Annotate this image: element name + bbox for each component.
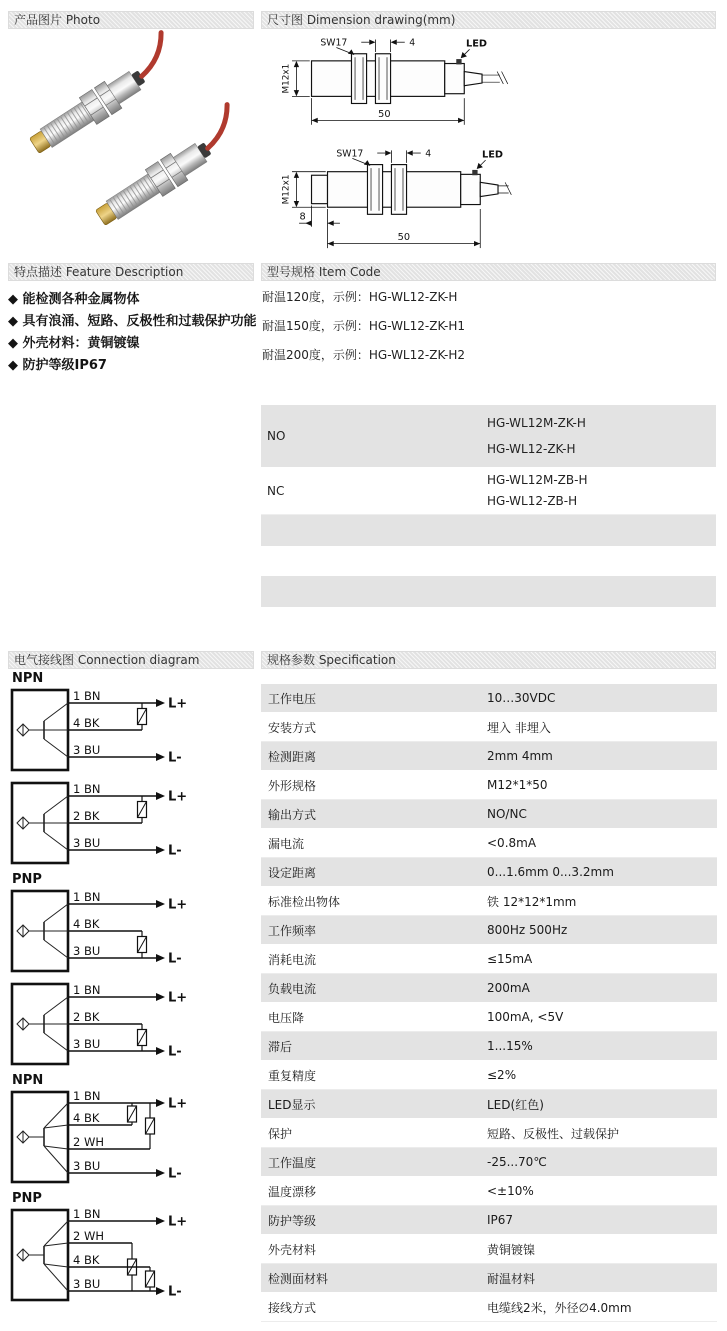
wire-label: 1 BN	[73, 1089, 101, 1103]
wire-label: 4 BK	[73, 1111, 100, 1125]
spec-value: 黄铜镀镍	[487, 1242, 536, 1257]
spec-label: 安装方式	[268, 720, 317, 735]
dim-thread-label: M12x1	[281, 174, 292, 205]
connection-diagram	[10, 873, 255, 974]
spec-label: 工作温度	[268, 1155, 317, 1170]
terminal-minus-label: L-	[168, 843, 182, 859]
feature-list	[8, 290, 258, 378]
connection-diagram	[10, 1074, 255, 1185]
terminal-minus-label: L-	[168, 951, 182, 967]
spec-row	[261, 800, 717, 829]
spec-value: LED(红色)	[487, 1097, 544, 1112]
product-photo-area	[8, 30, 254, 258]
terminal-minus-label: L-	[168, 750, 182, 766]
connection-diagram	[10, 1192, 255, 1303]
spec-row	[261, 1177, 717, 1206]
spec-row	[261, 829, 717, 858]
spec-value: IP67	[487, 1213, 514, 1227]
item-code: HG-WL12-ZK-H	[487, 441, 576, 456]
section-header-connection	[8, 651, 254, 669]
spec-label: 检测距离	[268, 749, 317, 764]
rear-cap-outline	[445, 64, 465, 94]
section-title: 电气接线图 Connection diagram	[14, 653, 200, 667]
spec-value: <0.8mA	[487, 836, 537, 850]
spec-value: M12*1*50	[487, 778, 548, 792]
spec-row	[261, 742, 717, 771]
spec-row	[261, 1119, 717, 1148]
spec-row	[261, 1003, 717, 1032]
itemcode-example: 耐温200度，示例：HG-WL12-ZK-H2	[262, 348, 466, 362]
dim-nut-width-label: 4	[425, 148, 432, 160]
wire-label: 1 BN	[73, 890, 101, 904]
wiring-diagram	[10, 687, 206, 773]
wiring-diagram	[10, 981, 206, 1067]
wire-label: 3 BU	[73, 1037, 101, 1051]
terminal-plus-label: L+	[168, 990, 188, 1006]
diagram-type-label: NPN	[12, 671, 44, 686]
terminal-plus-label: L+	[168, 1096, 188, 1112]
wire-label: 4 BK	[73, 716, 100, 730]
dim-thread-label: M12x1	[281, 63, 292, 94]
led-indicator	[456, 59, 461, 64]
spec-value: 埋入 非埋入	[487, 720, 551, 735]
dim-tip-label: 8	[299, 211, 306, 223]
wire-label: 2 BK	[73, 1010, 100, 1024]
spec-label: 负载电流	[268, 981, 317, 996]
section-title: 特点描述 Feature Description	[14, 265, 184, 279]
section-header-photo	[8, 11, 254, 29]
feature-item: ◆ 防护等级IP67	[8, 358, 107, 373]
spec-row	[261, 684, 717, 713]
product-photo	[8, 30, 254, 256]
section-title: 尺寸图 Dimension drawing(mm)	[267, 13, 456, 27]
spec-row	[261, 1061, 717, 1090]
diagram-type-label: PNP	[12, 872, 42, 887]
spec-label: 检测面材料	[268, 1271, 329, 1286]
wire-label: 3 BU	[73, 836, 101, 850]
itemcode-row	[261, 515, 716, 546]
hex-nut-outline	[351, 54, 366, 104]
feature-item: ◆ 具有浪涌、短路、反极性和过载保护功能	[8, 314, 257, 329]
item-code: HG-WL12M-ZB-H	[487, 473, 588, 488]
spec-row	[261, 1293, 717, 1322]
spec-value: 短路、反极性、过载保护	[487, 1126, 620, 1141]
spec-row	[261, 945, 717, 974]
led-indicator	[472, 170, 477, 175]
section-title: 型号规格 Item Code	[267, 265, 381, 279]
spec-row	[261, 713, 717, 742]
wire-label: 2 BK	[73, 809, 100, 823]
cable-boot-outline	[464, 72, 482, 86]
itemcode-row	[261, 576, 716, 607]
section-title: 产品图片 Photo	[14, 13, 101, 27]
dim-sw-label: SW17	[336, 148, 364, 160]
terminal-minus-label: L-	[168, 1166, 182, 1182]
wiring-diagram	[10, 888, 206, 974]
dim-led-label: LED	[482, 149, 503, 161]
spec-value: 800Hz 500Hz	[487, 923, 568, 937]
spec-value: 0...1.6mm 0...3.2mm	[487, 865, 614, 879]
connection-diagram	[10, 981, 255, 1067]
spec-value: NO/NC	[487, 807, 527, 821]
spec-label: 标准检出物体	[268, 894, 341, 909]
spec-label: 设定距离	[268, 865, 317, 880]
connection-diagram	[10, 672, 255, 773]
itemcode-codes	[487, 405, 586, 467]
itemcode-example: 耐温150度，示例：HG-WL12-ZK-H1	[262, 319, 466, 333]
spec-label: 消耗电流	[268, 952, 317, 967]
wire-label: 4 BK	[73, 1253, 100, 1267]
terminal-minus-label: L-	[168, 1284, 182, 1300]
terminal-plus-label: L+	[168, 696, 188, 712]
spec-label: 电压降	[268, 1010, 305, 1025]
feature-item: ◆ 能检测各种金属物体	[8, 292, 140, 307]
hex-nut-outline	[367, 165, 382, 215]
spec-label: 外壳材料	[268, 1242, 317, 1257]
spec-value: 铁 12*12*1mm	[487, 894, 577, 909]
connection-diagram	[10, 780, 255, 866]
spec-value: <±10%	[487, 1184, 534, 1198]
dim-led-label: LED	[466, 38, 488, 50]
spec-label: 重复精度	[268, 1068, 317, 1083]
spec-row	[261, 1264, 717, 1293]
dim-length-label: 50	[378, 108, 391, 120]
spec-label: 外形规格	[268, 778, 317, 793]
wire-label: 3 BU	[73, 1277, 101, 1291]
wire-label: 1 BN	[73, 1207, 101, 1221]
diagram-type-label: NPN	[12, 1073, 44, 1088]
spec-label: 工作电压	[268, 691, 317, 706]
item-code: HG-WL12M-ZK-H	[487, 416, 586, 431]
spec-label: LED显示	[268, 1097, 316, 1112]
spec-row	[261, 1032, 717, 1061]
section-title: 规格参数 Specification	[267, 653, 396, 667]
rear-cap-outline	[461, 174, 481, 204]
dim-sw-label: SW17	[320, 37, 348, 49]
spec-label: 漏电流	[268, 836, 305, 851]
itemcode-row	[261, 405, 716, 467]
spec-row	[261, 916, 717, 945]
dimension-drawings	[276, 34, 514, 257]
spec-value: 电缆线2米，外径∅4.0mm	[487, 1300, 632, 1315]
spec-row	[261, 1206, 717, 1235]
section-header-itemcode	[261, 263, 716, 281]
dimension-drawing-flush	[276, 34, 514, 141]
itemcode-row-label: NC	[267, 483, 285, 498]
wire-label: 3 BU	[73, 944, 101, 958]
wiring-diagram	[10, 1207, 206, 1303]
item-code: HG-WL12-ZB-H	[487, 493, 578, 508]
wire-label: 3 BU	[73, 743, 101, 757]
section-header-features	[8, 263, 254, 281]
wire-label: 1 BN	[73, 782, 101, 796]
dim-length-label: 50	[397, 232, 411, 244]
feature-item: ◆ 外壳材料：黄铜镀镍	[8, 336, 140, 351]
itemcode-codes	[487, 467, 587, 514]
wiring-diagram	[10, 780, 206, 866]
spec-value: ≤2%	[487, 1068, 517, 1082]
spec-row	[261, 858, 717, 887]
wire-label: 3 BU	[73, 1159, 101, 1173]
connection-diagrams	[10, 672, 255, 1303]
spec-row	[261, 974, 717, 1003]
spec-value: ≤15mA	[487, 952, 533, 966]
terminal-plus-label: L+	[168, 1214, 188, 1230]
wire-label: 1 BN	[73, 689, 101, 703]
spec-row	[261, 1090, 717, 1119]
spec-label: 温度漂移	[268, 1184, 317, 1199]
spec-label: 工作频率	[268, 923, 317, 938]
spec-label: 接线方式	[268, 1300, 317, 1315]
terminal-minus-label: L-	[168, 1044, 182, 1060]
dim-nut-width-label: 4	[409, 37, 416, 49]
spec-value: -25...70℃	[487, 1155, 547, 1169]
spec-row	[261, 771, 717, 800]
spec-row	[261, 1148, 717, 1177]
spec-row	[261, 887, 717, 916]
spec-label: 输出方式	[268, 807, 317, 822]
wire-label: 2 WH	[73, 1135, 104, 1149]
itemcode-row	[261, 467, 716, 515]
spec-label: 滞后	[268, 1039, 293, 1054]
diagram-type-label: PNP	[12, 1191, 42, 1206]
wire-label: 1 BN	[73, 983, 101, 997]
spec-value: 10…30VDC	[487, 691, 556, 705]
section-header-spec	[261, 651, 716, 669]
hex-nut-outline	[375, 54, 390, 104]
spec-label: 保护	[268, 1126, 293, 1141]
dimension-drawing-nonflush	[276, 145, 514, 257]
itemcode-examples	[262, 288, 716, 375]
tip-outline	[312, 175, 328, 203]
hex-nut-outline	[391, 165, 406, 215]
itemcode-table	[261, 405, 716, 607]
spec-table	[261, 684, 717, 1322]
section-header-dimension	[261, 11, 716, 29]
wire-label: 2 WH	[73, 1229, 104, 1243]
itemcode-example: 耐温120度，示例：HG-WL12-ZK-H	[262, 290, 458, 304]
terminal-plus-label: L+	[168, 897, 188, 913]
wire-label: 4 BK	[73, 917, 100, 931]
spec-label: 防护等级	[268, 1213, 317, 1228]
spec-value: 2mm 4mm	[487, 749, 553, 763]
terminal-plus-label: L+	[168, 789, 188, 805]
spec-value: 耐温材料	[487, 1271, 536, 1286]
itemcode-row-label: NO	[267, 429, 286, 443]
spec-value: 1...15%	[487, 1039, 533, 1053]
cable-boot-outline	[480, 182, 498, 196]
spec-value: 200mA	[487, 981, 530, 995]
spec-row	[261, 1235, 717, 1264]
wiring-diagram	[10, 1089, 206, 1185]
spec-value: 100mA, <5V	[487, 1010, 564, 1024]
